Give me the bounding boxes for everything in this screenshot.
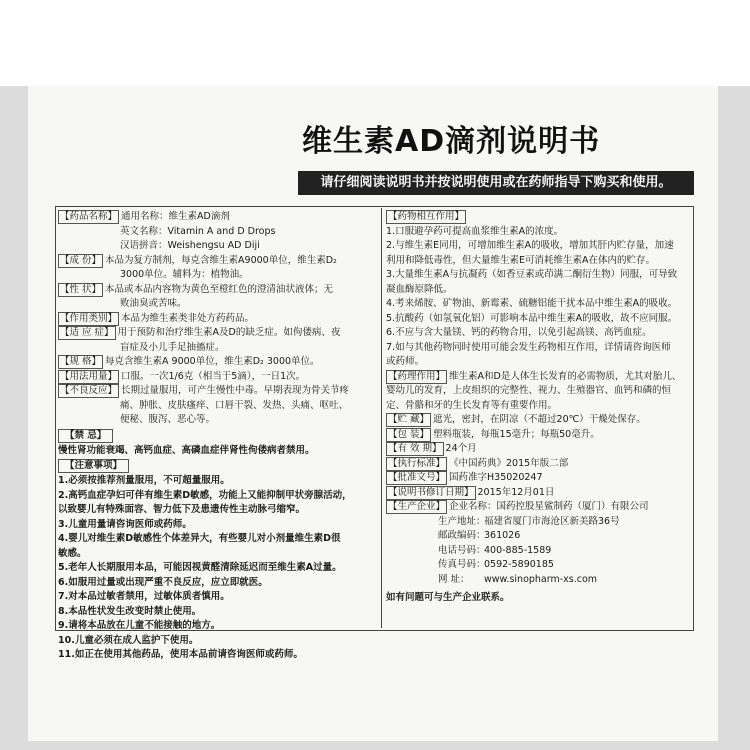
standard-row <box>386 457 692 472</box>
note-line: 7.对本品过敏者禁用，过敏体质者慎用。 <box>58 591 230 602</box>
maker-field-label: 企业名称： <box>449 501 497 512</box>
maker-phone-row <box>386 544 692 559</box>
category-text: 本品为维生素类非处方药药品。 <box>121 312 255 324</box>
maker-field-value: 国药控股星鲨制药（厦门）有限公司 <box>496 501 649 512</box>
spec-label: 【规 格】 <box>60 356 102 367</box>
instruction-banner: 请仔细阅读说明书并按说明使用或在药师指导下购买和使用。 <box>298 171 694 195</box>
package-row <box>386 428 692 443</box>
interaction-line: 4.考来烯胺、矿物油、新霉素、硫糖铝能干扰本品中维生素A的吸收。 <box>386 298 678 309</box>
pharm-line: 婴幼儿的发育，上皮组织的完整性、视力、生殖器官、血钙和磷的恒 <box>386 385 672 396</box>
note-line: 5.老年人长期服用本品，可能因视黄醛清除延迟而至维生素A过量。 <box>58 562 342 573</box>
note-line: 6.如服用过量或出现严重不良反应，应立即就医。 <box>58 576 268 588</box>
maker-field-label: 网 址： <box>438 573 470 585</box>
note-line: 11.如正在使用其他药品，使用本品前请咨询医师或药师。 <box>58 649 303 660</box>
standard-text: 《中国药典》2015年版二部 <box>449 457 569 469</box>
drug-name-line: 通用名称：维生素AD滴剂 <box>121 211 230 222</box>
composition-line: 本品为复方制剂，每克含维生素A9000单位，维生素D₂ <box>105 254 337 266</box>
adverse-label: 【不良反应】 <box>60 385 118 396</box>
usage-label: 【用法用量】 <box>60 370 118 382</box>
package-text: 塑料瓶装，每瓶15毫升；每瓶50毫升。 <box>433 428 600 440</box>
note-line: 8.本品性状发生改变时禁止使用。 <box>58 605 202 617</box>
validity-row <box>386 442 692 457</box>
maker-field-value: www.sinopharm-xs.com <box>484 573 598 585</box>
pharm-label: 【药理作用】 <box>388 370 446 382</box>
indication-line: 盲症及小儿手足抽搐症。 <box>120 341 225 353</box>
storage-text: 遮光，密封，在阴凉（不超过20℃）干燥处保存。 <box>433 414 646 425</box>
interaction-line: 2.与维生素E同用，可增加维生素A的吸收，增加其肝内贮存量，加速 <box>386 240 674 251</box>
maker-field-value: 361026 <box>484 530 521 541</box>
usage-text: 口服。一次1/6克（相当于5滴），一日1次。 <box>121 370 306 382</box>
maker-field-value: 400-885-1589 <box>484 544 552 556</box>
maker-website-row <box>386 573 692 588</box>
storage-label: 【贮 藏】 <box>388 414 430 425</box>
character-label: 【性 状】 <box>60 283 102 295</box>
note-line: 10.儿童必须在成人监护下使用。 <box>58 634 199 646</box>
note-line: 4.婴儿对维生素D敏感性个体差异大，有些婴儿对小剂量维生素D很 <box>58 533 341 544</box>
maker-label: 【生产企业】 <box>388 501 446 512</box>
interaction-line: 1.口服避孕药可提高血浆维生素A的浓度。 <box>386 225 564 237</box>
standard-label: 【执行标准】 <box>388 457 446 469</box>
note-line: 9.请将本品放在儿童不能接触的地方。 <box>58 620 221 631</box>
note-line: 以致婴儿有特殊面容、智力低下及患遗传性主动脉弓缩窄。 <box>58 504 306 515</box>
drug-name-label: 【药品名称】 <box>60 211 118 222</box>
interaction-label: 【药物相互作用】 <box>388 211 465 222</box>
validity-text: 24个月 <box>445 443 477 454</box>
contra-label: 【禁 忌】 <box>58 429 113 443</box>
drug-name-line: 英文名称：Vitamin A and D Drops <box>120 225 276 237</box>
interaction-line: 或药师。 <box>386 356 425 367</box>
adverse-row <box>58 384 376 399</box>
composition-row <box>58 254 376 269</box>
column-divider <box>381 208 382 628</box>
pharm-line: 维生素A和D是人体生长发育的必需物质，尤其对胎儿、 <box>449 370 682 382</box>
right-column <box>386 210 692 606</box>
left-border <box>55 206 56 631</box>
maker-fax-row <box>386 558 692 573</box>
interaction-line: 3.大量维生素A与抗凝药（如香豆素或茚满二酮衍生物）同服，可导致 <box>386 269 678 280</box>
composition-line: 3000单位。辅料为：植物油。 <box>120 269 249 280</box>
character-line: 本品或本品内容物为黄色至橙红色的澄清油状液体；无 <box>105 283 334 295</box>
category-row <box>58 312 376 327</box>
left-column <box>58 210 376 663</box>
note-line: 1.必须按推荐剂量服用，不可超量服用。 <box>58 475 230 486</box>
indication-line: 用于预防和治疗维生素A及D的缺乏症。如佝偻病、夜 <box>117 327 341 338</box>
footer-note: 如有问题可与生产企业联系。 <box>386 592 510 603</box>
character-row <box>58 283 376 298</box>
approval-label: 【批准文号】 <box>388 472 446 483</box>
top-rule <box>55 206 694 207</box>
revision-row <box>386 486 692 501</box>
maker-address-row <box>386 515 692 530</box>
right-border <box>693 206 694 631</box>
maker-field-label: 电话号码： <box>438 544 486 556</box>
adverse-line: 痛、肿胀、皮肤瘙痒、口唇干裂、发热、头痛、呕吐、 <box>120 399 349 411</box>
interaction-line: 5.抗酸药（如氢氧化铝）可影响本品中维生素A的吸收，故不应同服。 <box>386 312 678 324</box>
indication-label: 【适 应 症】 <box>60 327 114 338</box>
maker-postcode-row <box>386 529 692 544</box>
revision-label: 【说明书修订日期】 <box>388 486 474 498</box>
adverse-line: 便秘、腹泻、恶心等。 <box>120 414 216 425</box>
interaction-line: 7.如与其他药物同时使用可能会发生药物相互作用，详情请咨询医师 <box>386 341 671 353</box>
maker-field-label: 生产地址： <box>438 515 486 527</box>
revision-text: 2015年12月01日 <box>477 486 555 498</box>
approval-row <box>386 471 692 486</box>
interaction-line: 6.不应与含大量镁、钙的药物合用，以免引起高镁、高钙血症。 <box>386 327 652 338</box>
storage-row <box>386 413 692 428</box>
spec-text: 每克含维生素A 9000单位，维生素D₂ 3000单位。 <box>105 356 320 367</box>
maker-field-value: 0592-5890185 <box>484 559 554 570</box>
maker-row <box>386 500 692 515</box>
approval-text: 国药准字H35020247 <box>449 472 543 483</box>
page-title: 维生素AD滴剂说明书 <box>302 124 601 159</box>
pharm-line: 定、骨骼和牙的生长发育等有重要作用。 <box>386 399 558 411</box>
spec-row <box>58 355 376 370</box>
drug-name-line: 汉语拼音：Weishengsu AD Diji <box>120 240 260 251</box>
usage-row <box>58 370 376 385</box>
maker-field-label: 邮政编码： <box>438 530 486 541</box>
composition-label: 【成 份】 <box>60 254 102 266</box>
adverse-line: 长期过量服用，可产生慢性中毒。早期表现为骨关节疼 <box>121 385 350 396</box>
validity-label: 【有 效 期】 <box>388 443 442 454</box>
category-label: 【作用类别】 <box>60 312 118 324</box>
top-edge <box>0 0 750 86</box>
contra-text: 慢性肾功能衰竭、高钙血症、高磷血症伴肾性佝偻病者禁用。 <box>58 444 315 456</box>
note-line: 3.儿童用量请咨询医师或药师。 <box>58 518 192 530</box>
package-label: 【包 装】 <box>388 428 430 440</box>
note-line: 敏感。 <box>58 547 87 559</box>
interaction-line: 利用和降低毒性，但大量维生素E可消耗维生素A在体内的贮存。 <box>386 254 656 266</box>
note-line: 2.高钙血症孕妇可伴有维生素D敏感，功能上又能抑制甲状旁腺活动， <box>58 489 352 501</box>
drug-name-row <box>58 210 376 225</box>
notes-label: 【注意事项】 <box>58 459 129 473</box>
interaction-line: 凝血酶原降低。 <box>386 283 453 295</box>
maker-field-value: 福建省厦门市海沧区新美路36号 <box>484 515 620 527</box>
pharm-row <box>386 370 692 385</box>
character-line: 败油臭或苦味。 <box>120 298 187 309</box>
indication-row <box>58 326 376 341</box>
maker-field-label: 传真号码： <box>438 559 486 570</box>
